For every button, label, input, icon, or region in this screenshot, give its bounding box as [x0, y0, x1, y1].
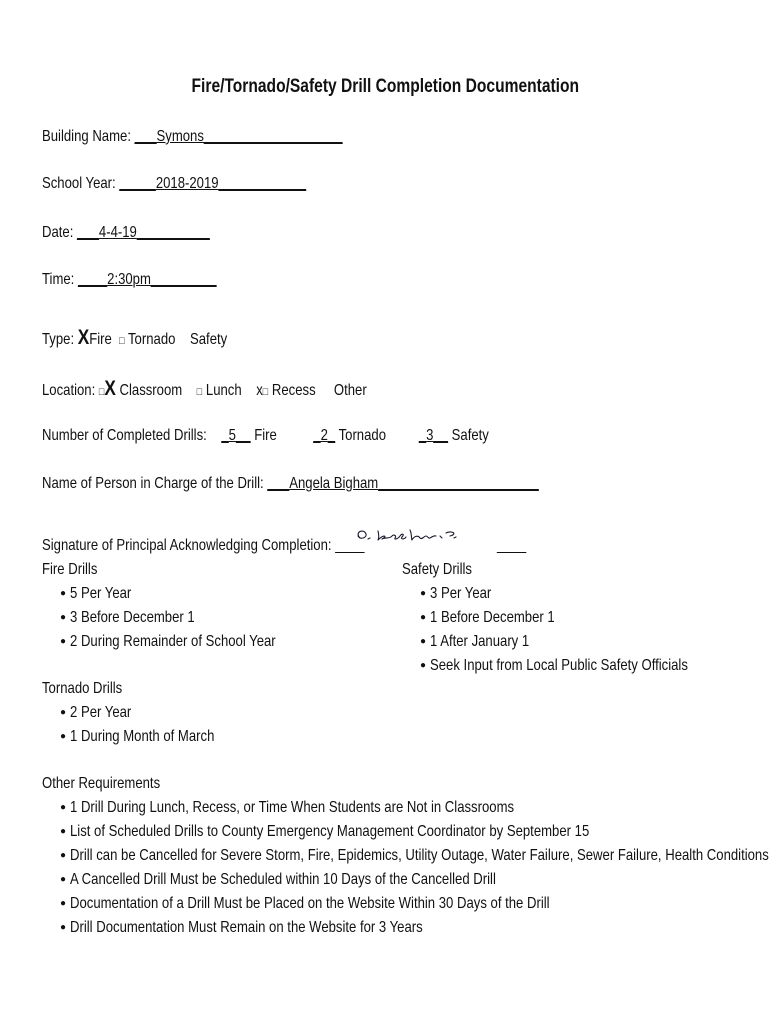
tornado-count-label: Tornado — [338, 427, 387, 444]
date-value: ___4-4-19__________ — [77, 224, 210, 241]
person-in-charge-label: Name of Person in Charge of the Drill: — [42, 475, 264, 492]
list-item: ● Seek Input from Local Public Safety Officials — [420, 654, 745, 678]
handwritten-signature — [350, 524, 478, 546]
type-row — [42, 326, 268, 350]
building-name-row — [42, 128, 409, 146]
safety-count-label: Safety — [451, 427, 489, 444]
safety-drills-list — [420, 582, 745, 678]
person-in-charge-row — [42, 475, 648, 493]
list-item: ● 3 Per Year — [420, 582, 745, 606]
list-item: ● 2 During Remainder of School Year — [60, 630, 321, 654]
list-item: ● Drill can be Cancelled for Severe Storm, Fire, Epidemics, Utility Outage, Water Failure, Sewer Failure, Health Conditions — [60, 844, 770, 868]
time-value: ____2:30pm_________ — [77, 271, 217, 288]
page-title: Fire/Tornado/Safety Drill Completion Documentation — [191, 76, 579, 97]
list-item: ● 1 Before December 1 — [420, 606, 745, 630]
recess-check-mark: x — [256, 382, 263, 399]
fire-count-label: Fire — [254, 427, 277, 444]
tornado-checkbox: □ — [119, 335, 125, 347]
person-in-charge-value: ___Angela Bigham______________________ — [267, 475, 539, 492]
time-label: Time: — [42, 271, 75, 288]
safety-drills-heading: Safety Drills — [402, 561, 472, 578]
recess-checkbox: □ — [262, 386, 269, 398]
lunch-checkbox: □ — [196, 386, 203, 398]
location-recess-option: Recess — [271, 382, 316, 399]
fire-check-mark: X — [77, 326, 90, 349]
list-item: ● A Cancelled Drill Must be Scheduled within 10 Days of the Cancelled Drill — [60, 868, 770, 892]
tornado-drills-list — [60, 701, 246, 749]
list-item: ● Drill Documentation Must Remain on the Website for 3 Years — [60, 916, 770, 940]
school-year-value: _____2018-2019____________ — [119, 175, 307, 192]
other-requirements-heading: Other Requirements — [42, 775, 161, 792]
building-name-label: Building Name: — [42, 128, 131, 145]
completed-drills-row — [42, 427, 587, 445]
type-fire-option: Fire — [89, 331, 112, 348]
tornado-drills-heading: Tornado Drills — [42, 680, 123, 697]
type-tornado-option: Tornado — [127, 331, 176, 348]
location-lunch-option: Lunch — [205, 382, 242, 399]
classroom-check-mark: X — [104, 377, 116, 400]
fire-count: _5__ — [221, 427, 251, 444]
signature-line-end: ____ — [497, 537, 527, 554]
date-label: Date: — [42, 224, 74, 241]
building-name-value: ___Symons___________________ — [134, 128, 343, 145]
list-item: ● 2 Per Year — [60, 701, 246, 725]
list-item: ● 1 After January 1 — [420, 630, 745, 654]
fire-drills-list — [60, 582, 321, 654]
tornado-count: _2_ — [313, 427, 336, 444]
list-item: ● List of Scheduled Drills to County Emergency Management Coordinator by September 15 — [60, 820, 770, 844]
signature-label: Signature of Principal Acknowledging Completion: — [42, 537, 332, 554]
school-year-row — [42, 175, 364, 193]
list-item: ● 1 Drill During Lunch, Recess, or Time When Students are Not in Classrooms — [60, 796, 770, 820]
list-item: ● 3 Before December 1 — [60, 606, 321, 630]
date-row — [42, 224, 247, 242]
list-item: ● Documentation of a Drill Must be Placed on the Website Within 30 Days of the Drill — [60, 892, 770, 916]
classroom-checkbox: □ — [98, 386, 105, 398]
type-label: Type: — [42, 331, 75, 348]
completed-drills-label: Number of Completed Drills: — [42, 427, 207, 444]
list-item: ● 1 During Month of March — [60, 725, 246, 749]
location-other-option: Other — [333, 382, 367, 399]
location-row — [42, 377, 438, 401]
type-safety-option: Safety — [189, 331, 228, 348]
location-label: Location: — [42, 382, 96, 399]
signature-line-start: ____ — [335, 537, 365, 554]
time-row — [42, 271, 255, 289]
fire-drills-heading: Fire Drills — [42, 561, 98, 578]
safety-count: _3__ — [418, 427, 449, 444]
location-classroom-option: Classroom — [119, 382, 183, 399]
school-year-label: School Year: — [42, 175, 116, 192]
list-item: ● 5 Per Year — [60, 582, 321, 606]
other-requirements-list — [60, 796, 770, 940]
